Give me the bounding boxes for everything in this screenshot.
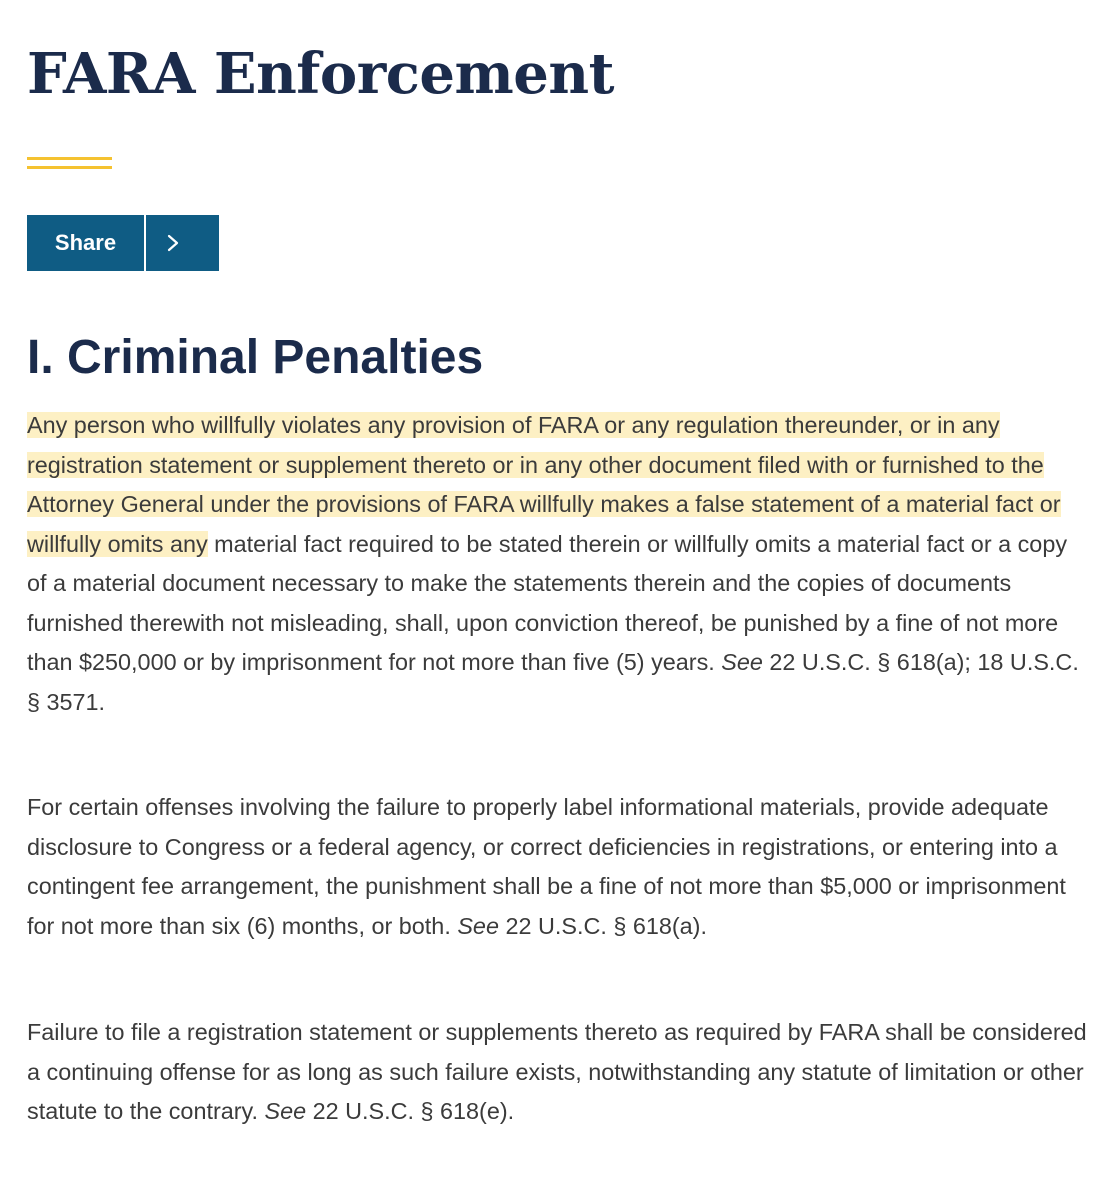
chevron-right-icon bbox=[166, 234, 180, 252]
see-signal: See bbox=[721, 649, 763, 675]
paragraph-text: material fact required to be stated therein or willfully omits a material fact or a copy of a material document necessary to make the statements therein and the copies of documents furnished therewith not misleading, shall, upon conviction thereof, be punished by a fine of not more than $250,000 or by imprisonment for not more than five (5) years. bbox=[27, 530, 1068, 675]
accent-line bbox=[27, 166, 112, 169]
share-control bbox=[27, 215, 219, 271]
paragraph-labeling-offenses bbox=[27, 788, 1092, 946]
paragraph-criminal-penalties bbox=[27, 406, 1092, 722]
highlighted-text: Any person who willfully violates any provision of FARA or any regulation thereunder, or in any registration statement or supplement thereto or in any other document filed with or furnished to the Attorney General under the provisions of FARA willfully makes a false statement of a material fact or willfully omits any bbox=[27, 412, 1061, 557]
citation-text: 22 U.S.C. § 618(a). bbox=[498, 912, 707, 939]
paragraph-continuing-offense bbox=[27, 1013, 1092, 1132]
page-title: FARA Enforcement bbox=[27, 41, 614, 107]
citation-text: 22 U.S.C. § 618(e). bbox=[306, 1098, 515, 1124]
share-button[interactable]: Share bbox=[27, 215, 144, 271]
paragraph-text: For certain offenses involving the failure to properly label informational materials, provide adequate disclosure to Congress or a federal agency, or correct deficiencies in registrations, or entering into a contingent fee arrangement, the punishment shall be a fine of not more than $5,000 or imprisonment for not more than six (6) months, or both. bbox=[27, 794, 1066, 939]
accent-line bbox=[27, 157, 112, 160]
share-expand-button[interactable] bbox=[146, 215, 219, 271]
citation-text: 22 U.S.C. § 618(a); 18 U.S.C. § 3571. bbox=[27, 649, 1079, 715]
see-signal: See bbox=[264, 1098, 307, 1124]
see-signal: See bbox=[457, 912, 499, 939]
title-accent-rule bbox=[27, 157, 112, 171]
paragraph-text: Failure to file a registration statement or supplements thereto as required by FARA shall be considered a continuing offense for as long as such failure exists, notwithstanding any statute of limitation or other statute to the contrary. bbox=[27, 1019, 1087, 1124]
section-heading: I. Criminal Penalties bbox=[27, 331, 484, 384]
